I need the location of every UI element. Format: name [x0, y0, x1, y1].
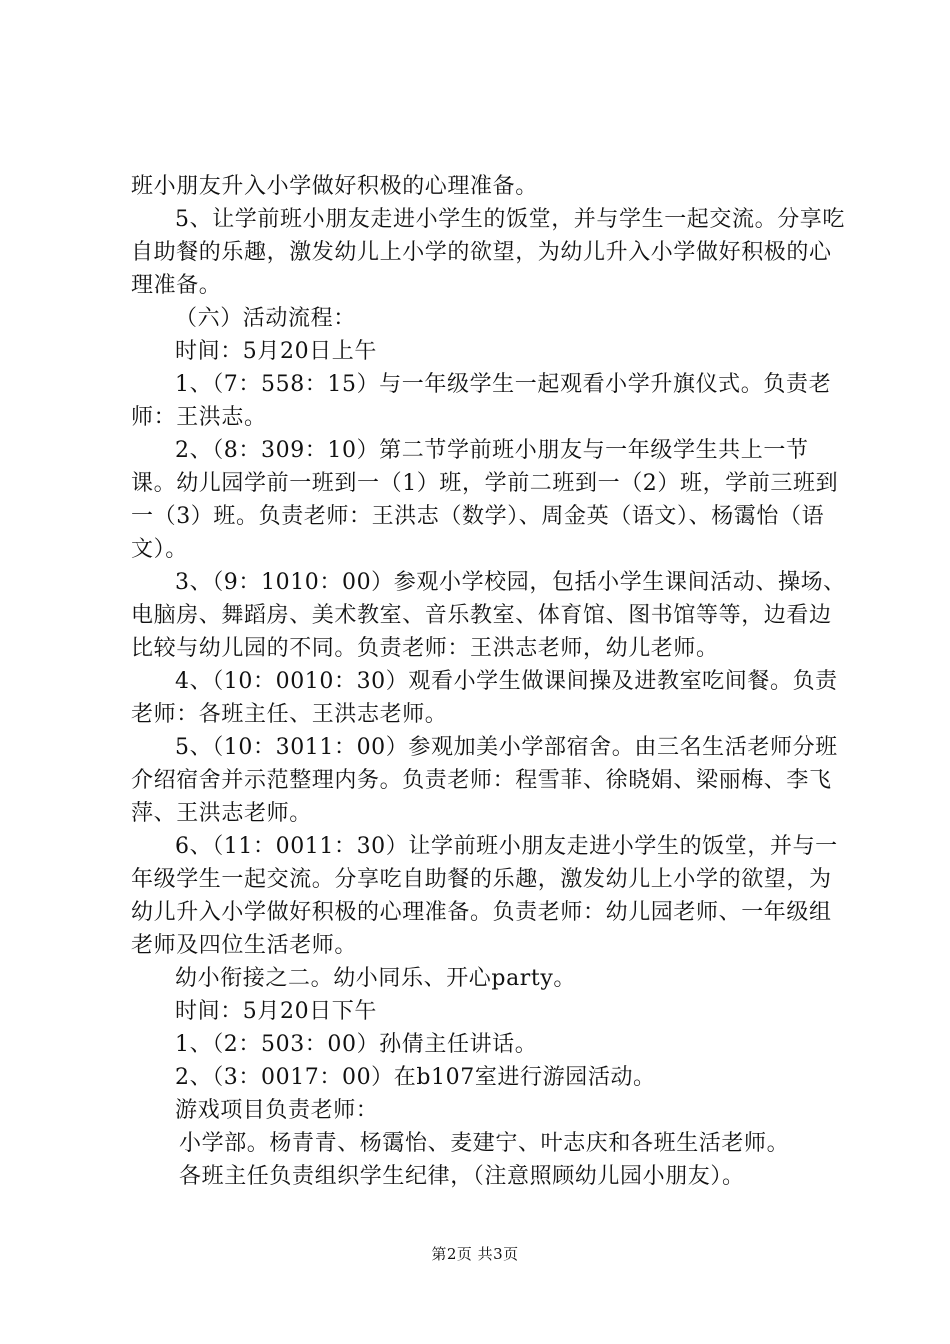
document-body — [131, 170, 851, 1193]
class-discipline-note: 各班主任负责组织学生纪律，（注意照顾幼儿园小朋友）。 — [179, 1164, 745, 1189]
time-afternoon: 时间：5月20日下午 — [175, 999, 377, 1024]
paragraph-item-5: 5、让学前班小朋友走进小学生的饭堂，并与学生一起交流。分享吃自助餐的乐趣，激发幼儿上小学的欲望，为幼儿升入小学做好积极的心理准备。 — [131, 207, 845, 298]
flow-item-4: 4、（10：0010：30）观看小学生做课间操及进教室吃间餐。负责老师：各班主任、王洪志老师。 — [131, 669, 838, 727]
flow-item-5: 5、（10：3011：00）参观加美小学部宿舍。由三名生活老师分班介绍宿舍并示范整理内务。负责老师：程雪菲、徐晓娟、梁丽梅、李飞萍、王洪志老师。 — [131, 735, 838, 826]
page-number-footer: 第2页 共3页 — [431, 1245, 519, 1263]
flow-item-1: 1、（7：558：15）与一年级学生一起观看小学升旗仪式。负责老师：王洪志。 — [131, 372, 832, 430]
primary-school-teachers: 小学部。杨青青、杨霭怡、麦建宁、叶志庆和各班生活老师。 — [179, 1131, 790, 1156]
section-heading-party: 幼小衔接之二。幼小同乐、开心party。 — [175, 966, 576, 991]
time-morning: 时间：5月20日上午 — [175, 339, 377, 364]
flow-item-2: 2、（8：309：10）第二节学前班小朋友与一年级学生共上一节课。幼儿园学前一班到一（1）班，学前二班到一（2）班，学前三班到一（3）班。负责老师：王洪志（数学）、周金英（语文）、杨霭怡（语文）。 — [131, 438, 839, 562]
game-teachers-heading: 游戏项目负责老师： — [175, 1098, 379, 1123]
afternoon-item-2: 2、（3：0017：00）在b107室进行游园活动。 — [175, 1065, 656, 1090]
section-heading-activity-flow: （六）活动流程： — [175, 306, 356, 331]
paragraph-continuation: 班小朋友升入小学做好积极的心理准备。 — [131, 174, 538, 199]
flow-item-6: 6、（11：0011：30）让学前班小朋友走进小学生的饭堂，并与一年级学生一起交流。分享吃自助餐的乐趣，激发幼儿上小学的欲望，为幼儿升入小学做好积极的心理准备。负责老师：幼儿园老师、一年级组老师及四位生活老师。 — [131, 834, 838, 958]
afternoon-item-1: 1、（2：503：00）孙倩主任讲话。 — [175, 1032, 538, 1057]
flow-item-3: 3、（9：1010：00）参观小学校园，包括小学生课间活动、操场、电脑房、舞蹈房、美术教室、音乐教室、体育馆、图书馆等等，边看边比较与幼儿园的不同。负责老师：王洪志老师，幼儿老师。 — [131, 570, 846, 661]
